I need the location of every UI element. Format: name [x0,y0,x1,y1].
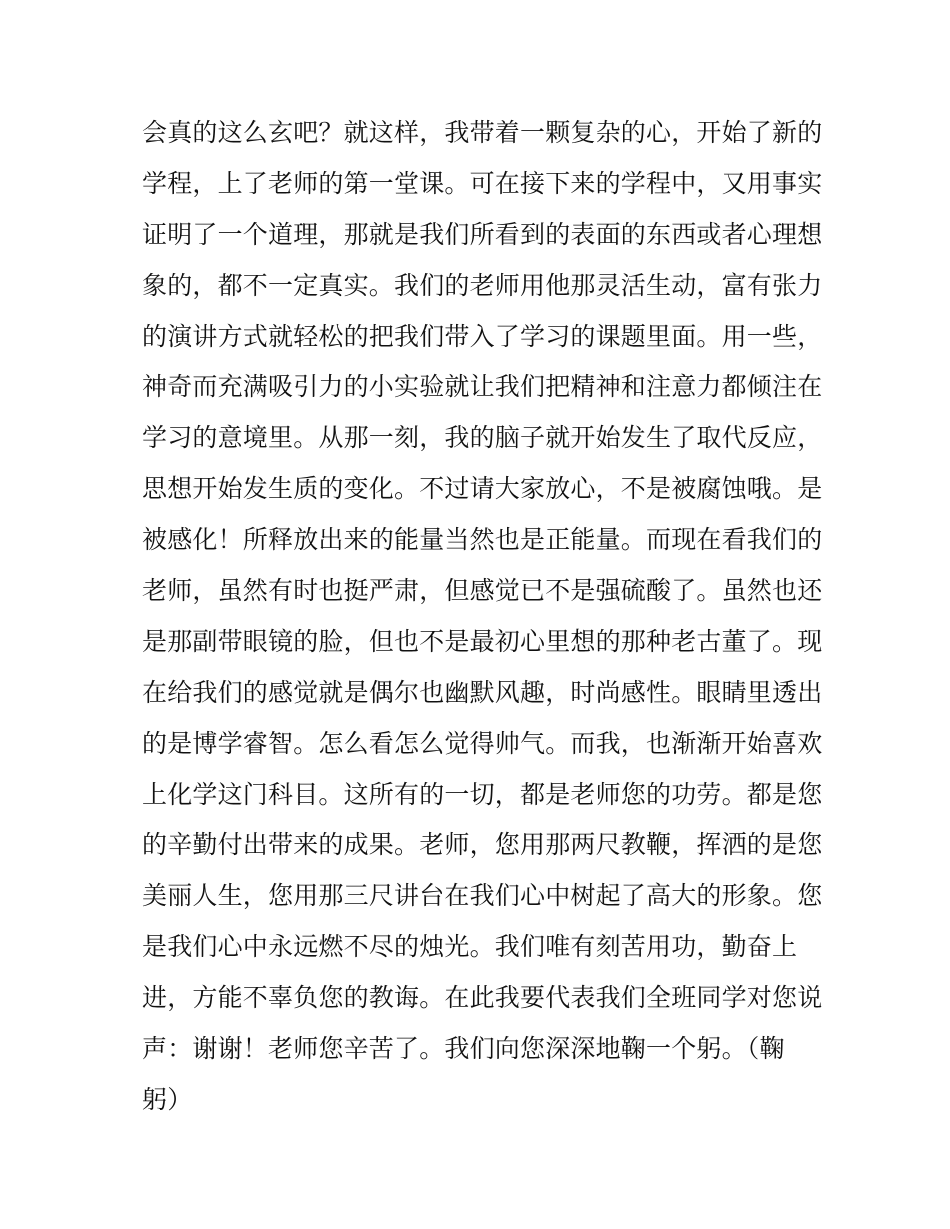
text-line-6: 神奇而充满吸引力的小实验就让我们把精神和注意力都倾注在 [142,372,823,402]
text-line-20: 躬） [142,1084,193,1114]
body-paragraph [142,108,822,1126]
text-line-16: 美丽人生，您用那三尺讲台在我们心中树起了高大的形象。您 [142,881,823,911]
text-line-15: 的辛勤付出带来的成果。老师，您用那两尺教鞭，挥洒的是您 [142,830,823,860]
text-line-12: 在给我们的感觉就是偶尔也幽默风趣，时尚感性。眼睛里透出 [142,677,823,707]
text-line-19: 声：谢谢！老师您辛苦了。我们向您深深地鞠一个躬。（鞠 [142,1034,785,1064]
text-line-13: 的是博学睿智。怎么看怎么觉得帅气。而我，也渐渐开始喜欢 [142,728,823,758]
text-line-1: 会真的这么玄吧？就这样，我带着一颗复杂的心，开始了新的 [142,118,823,147]
text-line-17: 是我们心中永远燃不尽的烛光。我们唯有刻苦用功，勤奋上 [142,932,798,962]
text-line-11: 是那副带眼镜的脸，但也不是最初心里想的那种老古董了。现 [142,626,823,656]
text-line-2: 学程，上了老师的第一堂课。可在接下来的学程中，又用事实 [142,168,823,198]
text-line-7: 学习的意境里。从那一刻，我的脑子就开始发生了取代反应， [142,423,823,453]
text-line-3: 证明了一个道理，那就是我们所看到的表面的东西或者心理想 [142,219,823,249]
text-line-10: 老师，虽然有时也挺严肃，但感觉已不是强硫酸了。虽然也还 [142,576,823,606]
text-line-9: 被感化！所释放出来的能量当然也是正能量。而现在看我们的 [142,525,823,555]
text-line-18: 进，方能不辜负您的教诲。在此我要代表我们全班同学对您说 [142,983,823,1013]
text-line-4: 象的，都不一定真实。我们的老师用他那灵活生动，富有张力 [142,270,823,300]
text-line-14: 上化学这门科目。这所有的一切，都是老师您的功劳。都是您 [142,779,823,809]
text-line-8: 思想开始发生质的变化。不过请大家放心，不是被腐蚀哦。是 [142,474,823,504]
text-line-5: 的演讲方式就轻松的把我们带入了学习的课题里面。用一些， [142,321,823,351]
